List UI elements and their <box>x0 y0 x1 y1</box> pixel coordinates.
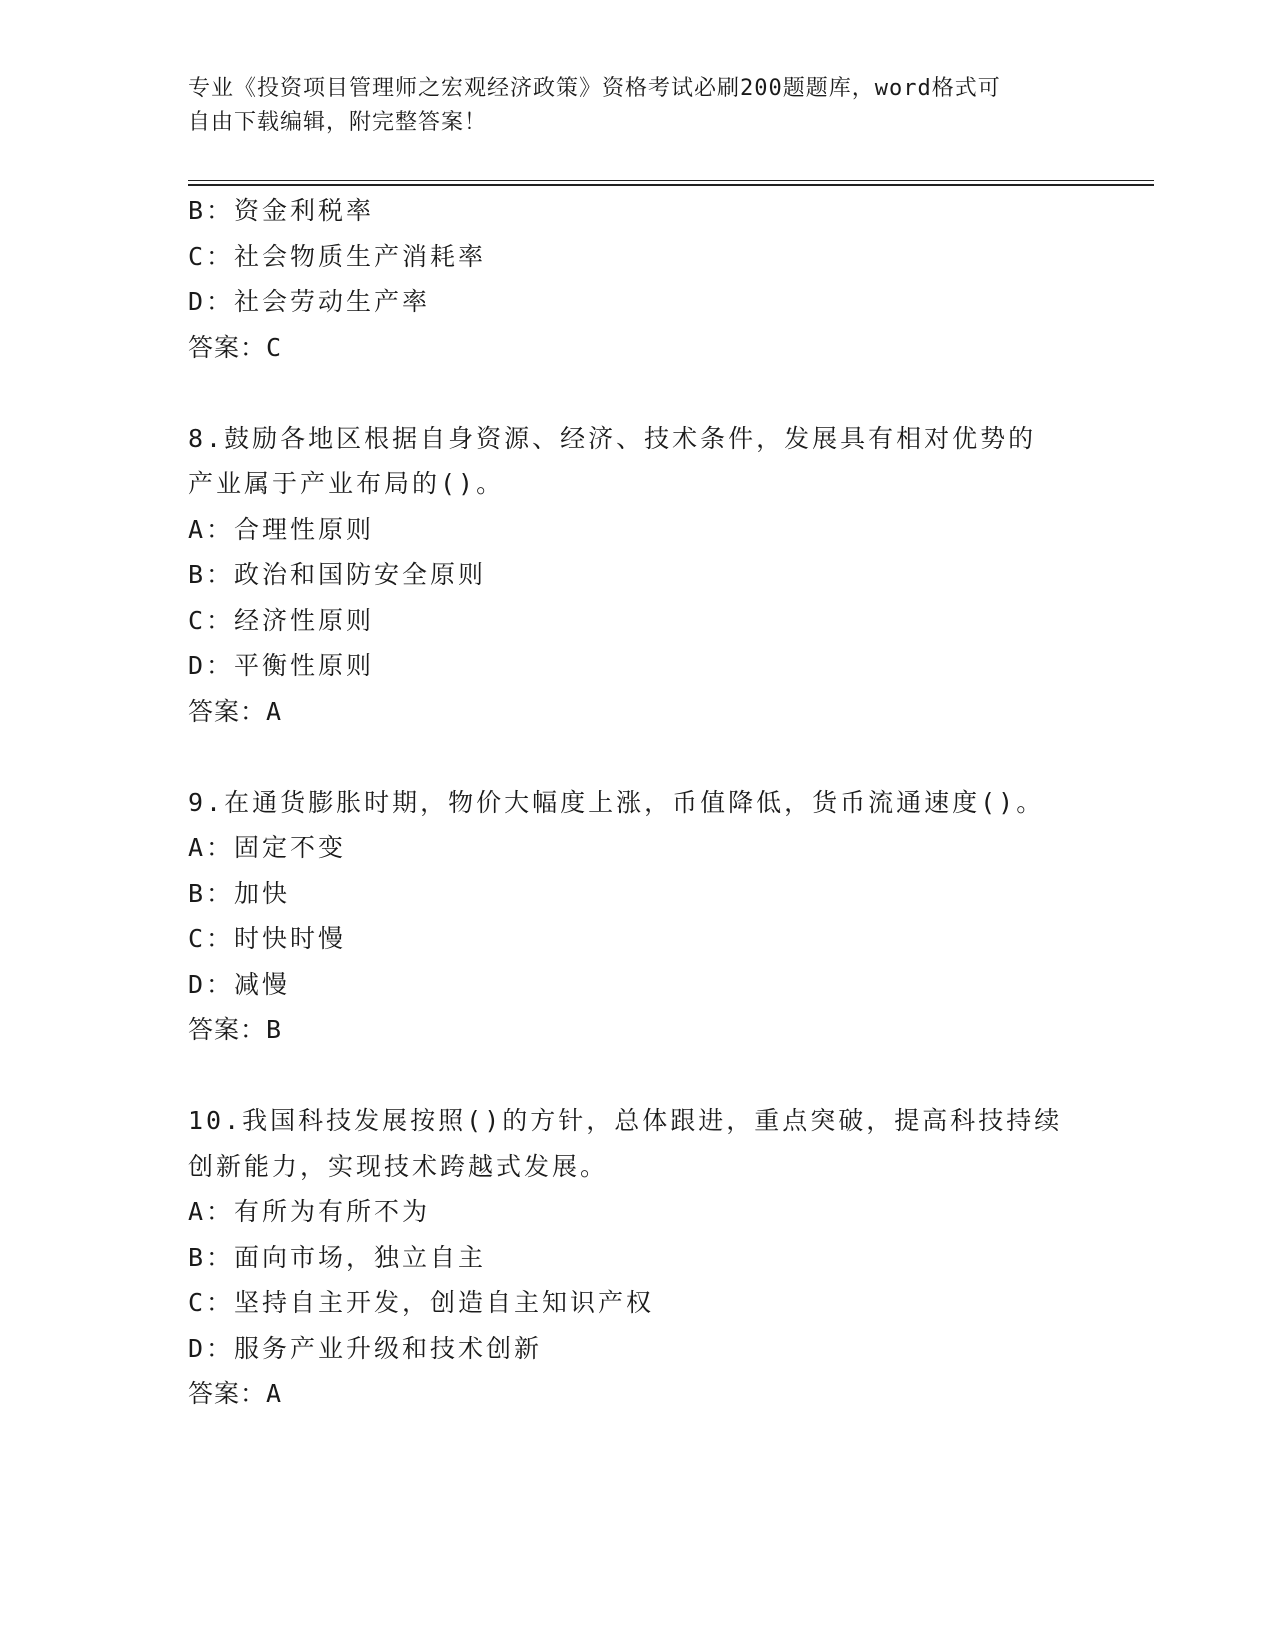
question-7-tail <box>188 188 1088 370</box>
question-8 <box>188 416 1088 735</box>
option-d: D：服务产业升级和技术创新 <box>188 1333 543 1363</box>
spacer <box>188 734 1088 780</box>
option-a: A：合理性原则 <box>188 514 375 544</box>
option-b: B：面向市场，独立自主 <box>188 1242 487 1272</box>
header-line-1: 专业《投资项目管理师之宏观经济政策》资格考试必刷200题题库，word格式可 <box>188 76 1001 101</box>
question-stem-line-2: 创新能力，实现技术跨越式发展。 <box>188 1151 609 1181</box>
option-c: C：坚持自主开发，创造自主知识产权 <box>188 1288 655 1317</box>
option-c: C：社会物质生产消耗率 <box>188 241 487 271</box>
option-d: D：社会劳动生产率 <box>188 287 431 316</box>
question-10 <box>188 1098 1088 1417</box>
option-b: B：政治和国防安全原则 <box>188 560 487 589</box>
answer-line: 答案：B <box>188 1015 283 1044</box>
answer-line: 答案：A <box>188 696 283 726</box>
option-b: B：加快 <box>188 878 291 908</box>
option-b: B：资金利税率 <box>188 196 375 225</box>
header-line-2: 自由下载编辑，附完整答案！ <box>188 110 488 135</box>
question-stem-line-1: 10.我国科技发展按照()的方针，总体跟进，重点突破，提高科技持续 <box>188 1106 1063 1135</box>
spacer <box>188 1053 1088 1099</box>
document-header <box>188 72 1088 140</box>
question-9 <box>188 780 1088 1053</box>
option-a: A：固定不变 <box>188 833 347 862</box>
spacer <box>188 370 1088 416</box>
question-stem-line-1: 9.在通货膨胀时期，物价大幅度上涨，币值降低，货币流通速度()。 <box>188 787 1045 817</box>
answer-line: 答案：C <box>188 332 283 362</box>
option-d: D：减慢 <box>188 969 291 999</box>
option-d: D：平衡性原则 <box>188 651 375 680</box>
question-stem-line-2: 产业属于产业布局的()。 <box>188 469 505 498</box>
header-divider-thick <box>188 184 1154 186</box>
answer-line: 答案：A <box>188 1379 283 1408</box>
header-divider-thin <box>188 180 1154 181</box>
question-list <box>188 188 1088 1417</box>
question-stem-line-1: 8.鼓励各地区根据自身资源、经济、技术条件，发展具有相对优势的 <box>188 423 1037 453</box>
option-a: A：有所为有所不为 <box>188 1197 431 1226</box>
option-c: C：时快时慢 <box>188 924 347 953</box>
option-c: C：经济性原则 <box>188 605 375 635</box>
